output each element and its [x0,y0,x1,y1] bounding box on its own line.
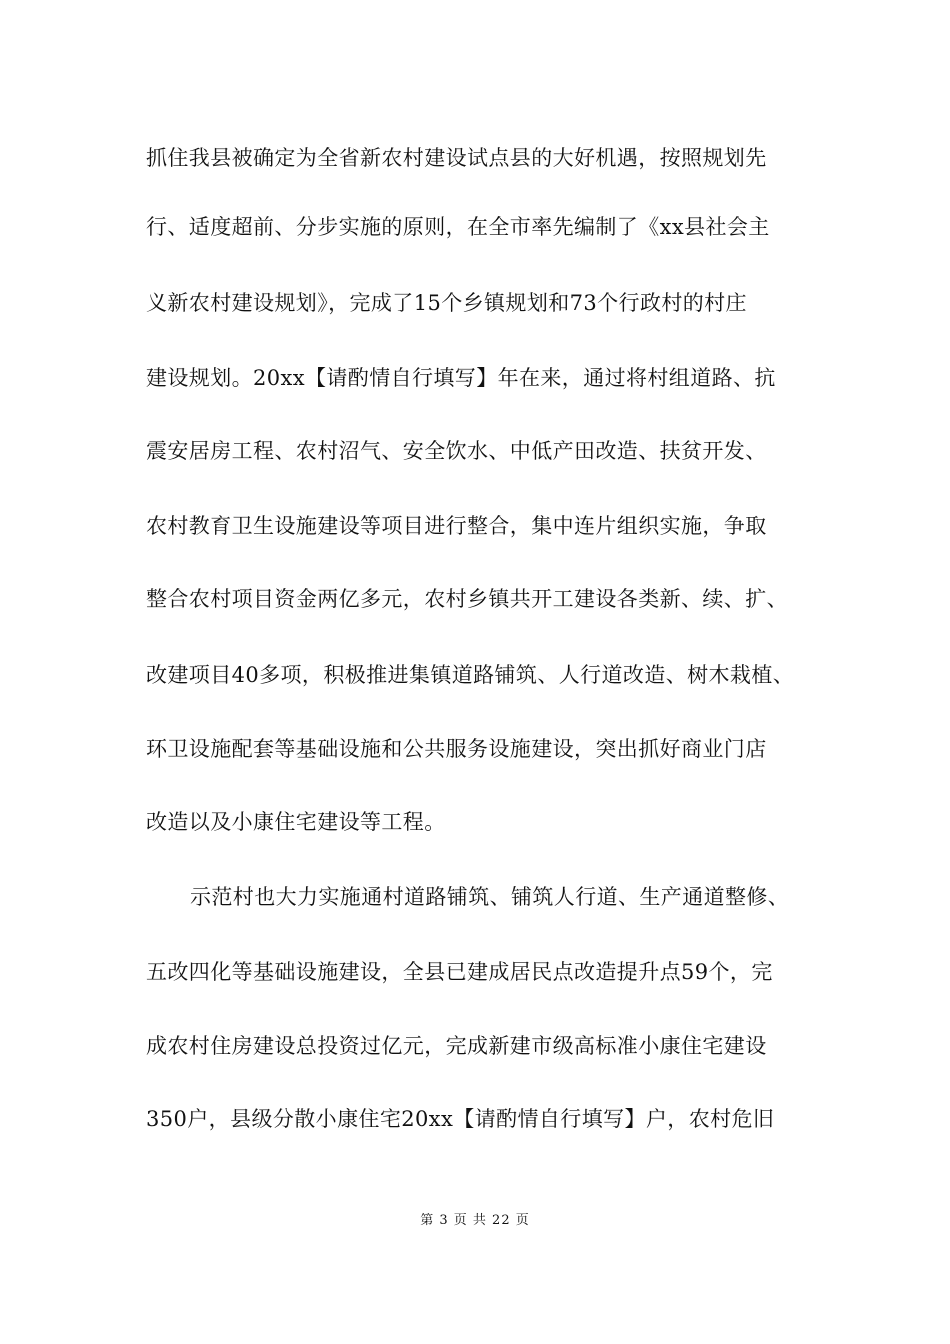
text-line: 成农村住房建设总投资过亿元，完成新建市级高标准小康住宅建设 [146,1034,767,1058]
text-line: 环卫设施配套等基础设施和公共服务设施建设，突出抓好商业门店 [146,737,767,761]
text-line: 行、适度超前、分步实施的原则，在全市率先编制了《xx县社会主 [146,215,770,239]
text-line: 整合农村项目资金两亿多元，农村乡镇共开工建设各类新、续、扩、 [146,587,788,611]
text-line: 改建项目40多项，积极推进集镇道路铺筑、人行道改造、树木栽植、 [146,663,795,687]
text-line: 抓住我县被确定为全省新农村建设试点县的大好机遇，按照规划先 [146,146,767,170]
page-number-footer: 第 3 页 共 22 页 [420,1213,530,1228]
text-line: 建设规划。20xx【请酌情自行填写】年在来，通过将村组道路、抗 [146,366,776,390]
text-line: 改造以及小康住宅建设等工程。 [146,810,446,834]
text-line: 农村教育卫生设施建设等项目进行整合，集中连片组织实施，争取 [146,514,767,538]
text-line: 五改四化等基础设施建设，全县已建成居民点改造提升点59个，完 [146,960,773,984]
text-line: 350户，县级分散小康住宅20xx【请酌情自行填写】户，农村危旧 [146,1107,775,1131]
text-line: 义新农村建设规划》，完成了15个乡镇规划和73个行政村的村庄 [146,291,747,315]
text-line: 震安居房工程、农村沼气、安全饮水、中低产田改造、扶贫开发、 [146,439,767,463]
text-line: 示范村也大力实施通村道路铺筑、铺筑人行道、生产通道整修、 [190,885,790,909]
